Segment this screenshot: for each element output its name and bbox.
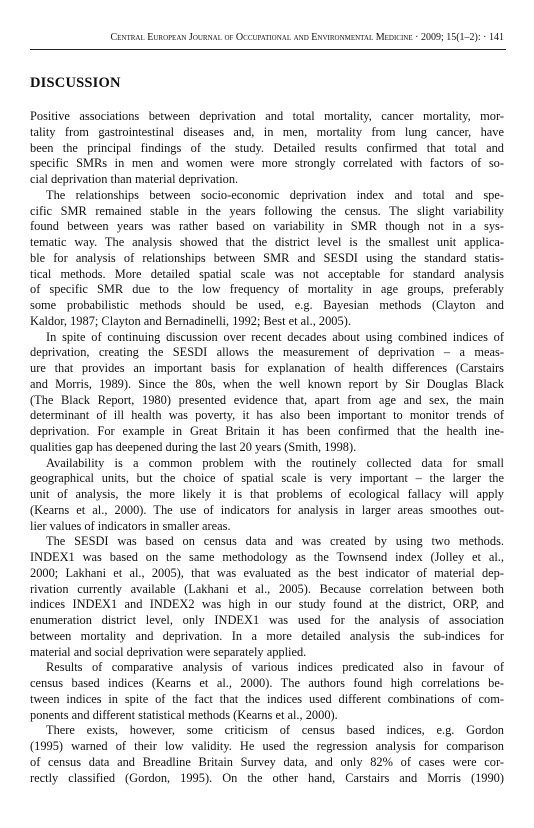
text-line: deprivation, creating the SESDI allows the measurement of deprivation – a meas-: [30, 345, 504, 360]
text-line: INDEX1 was based on the same methodology as the Townsend index (Jolley et al.,: [30, 550, 504, 564]
paragraph: [30, 534, 504, 660]
paragraph: [30, 660, 504, 723]
text-line: been the principal findings of the study. Detailed results confirmed that total and: [30, 140, 504, 155]
running-head-text: [110, 32, 504, 46]
text-line: deprivation. For example in Great Britain it has been confirmed that the health ine-: [30, 424, 504, 438]
text-line: Availability is a common problem with the routinely collected data for small: [46, 455, 504, 470]
text-line: The SESDI was based on census data and was created by using two methods.: [46, 534, 504, 549]
text-line: of specific SMR due to the low frequency of mortality in age groups, preferably: [30, 282, 504, 297]
paragraph: [30, 723, 504, 786]
text-line: indices INDEX1 and INDEX2 was high in our study found at the district, ORP, and: [30, 597, 504, 612]
text-line: (1995) warned of their low validity. He used the regression analysis for comparison: [30, 739, 504, 753]
text-line: tematic way. The analysis showed that the district level is the smallest unit applica-: [30, 235, 504, 249]
text-line: In spite of continuing discussion over recent decades about using combined indices of: [46, 329, 504, 344]
text-line: of census data and Breadline Britain Survey data, and only 82% of cases were cor-: [30, 754, 504, 769]
text-line: The relationships between socio-economic deprivation index and total and spe-: [46, 187, 504, 202]
text-line: enumeration district level, only INDEX1 was used for the analysis of association: [30, 613, 504, 627]
text-line: between mortality and deprivation. In a more detailed analysis the sub-indices for: [30, 628, 504, 643]
text-line: (The Black Report, 1980) presented evidence that, apart from age and sex, the main: [30, 392, 504, 407]
text-line: material and social deprivation were separately applied.: [30, 644, 307, 659]
text-line: rectly classified (Gordon, 1995). On the other hand, Carstairs and Morris (1990): [30, 770, 504, 785]
text-line: unit of analysis, the more likely it is that problems of ecological fallacy will apply: [30, 487, 504, 501]
text-line: Results of comparative analysis of various indices predicated also in favour of: [46, 660, 504, 675]
journal-name: Central European Journal of Occupational and Environmental Medicine: [110, 32, 416, 43]
text-line: There exists, however, some criticism of census based indices, e.g. Gordon: [46, 723, 504, 738]
text-line: census based indices (Kearns et al., 2000). The authors found high correlations be-: [30, 676, 504, 690]
text-line: Kaldor, 1987; Clayton and Bernadinelli, 1992; Best et al., 2005).: [30, 313, 351, 328]
text-line: specific SMRs in men and women were more strongly correlated with factors of so-: [30, 156, 504, 171]
text-line: lier values of indicators in smaller areas.: [30, 518, 231, 533]
text-line: and Morris, 1989). Since the 80s, when the well known report by Sir Douglas Black: [30, 376, 504, 391]
citation-info: · 2009; 15(1–2): · 141: [415, 32, 504, 43]
paragraph: [30, 188, 504, 330]
text-line: ponents and different statistical methods (Kearns et al., 2000).: [30, 707, 338, 722]
text-line: tality from gastrointestinal diseases and, in men, mortality from lung cancer, have: [30, 124, 504, 139]
text-line: determinant of ill health was poverty, it has also been important to monitor trends of: [30, 408, 504, 423]
text-line: found between years was rather based on variability in SMR though not in a sys-: [30, 219, 504, 234]
running-header: [38, 32, 504, 46]
paragraph: [30, 109, 504, 188]
text-line: tical methods. More detailed spatial scale was not acceptable for standard analysis: [30, 266, 504, 281]
text-line: geographical units, but the choice of spatial scale is very important – the larger the: [30, 471, 504, 486]
text-line: cific SMR remained stable in the years following the census. The slight variability: [30, 203, 504, 218]
text-line: ble for analysis of relationships between SMR and SESDI using the standard statis-: [30, 250, 504, 265]
section-title: DISCUSSION: [30, 75, 121, 91]
text-line: rivation currently available (Lakhani et al., 2005). Because correlation between both: [30, 581, 504, 596]
text-line: 2000; Lakhani et al., 2005), that was evaluated as the best indicator of material dep-: [30, 565, 504, 580]
text-line: Positive associations between deprivation and total mortality, cancer mortality, mor-: [30, 109, 504, 123]
text-line: tween indices in spite of the fact that the indices used different combinations of com-: [30, 691, 504, 706]
header-rule: [30, 49, 506, 50]
text-line: (Kearns et al., 2000). The use of indicators for analysis in larger areas smoothes out-: [30, 502, 504, 517]
body-text: [30, 109, 504, 786]
text-line: ure that provides an important basis for explanation of health differences (Carstairs: [30, 361, 504, 375]
text-line: cial deprivation than material deprivation.: [30, 172, 239, 186]
text-line: some probabilistic methods should be used, e.g. Bayesian methods (Clayton and: [30, 298, 504, 312]
paragraph: [30, 330, 504, 456]
paragraph: [30, 456, 504, 535]
text-line: qualities gap has deepened during the last 20 years (Smith, 1998).: [30, 439, 357, 454]
